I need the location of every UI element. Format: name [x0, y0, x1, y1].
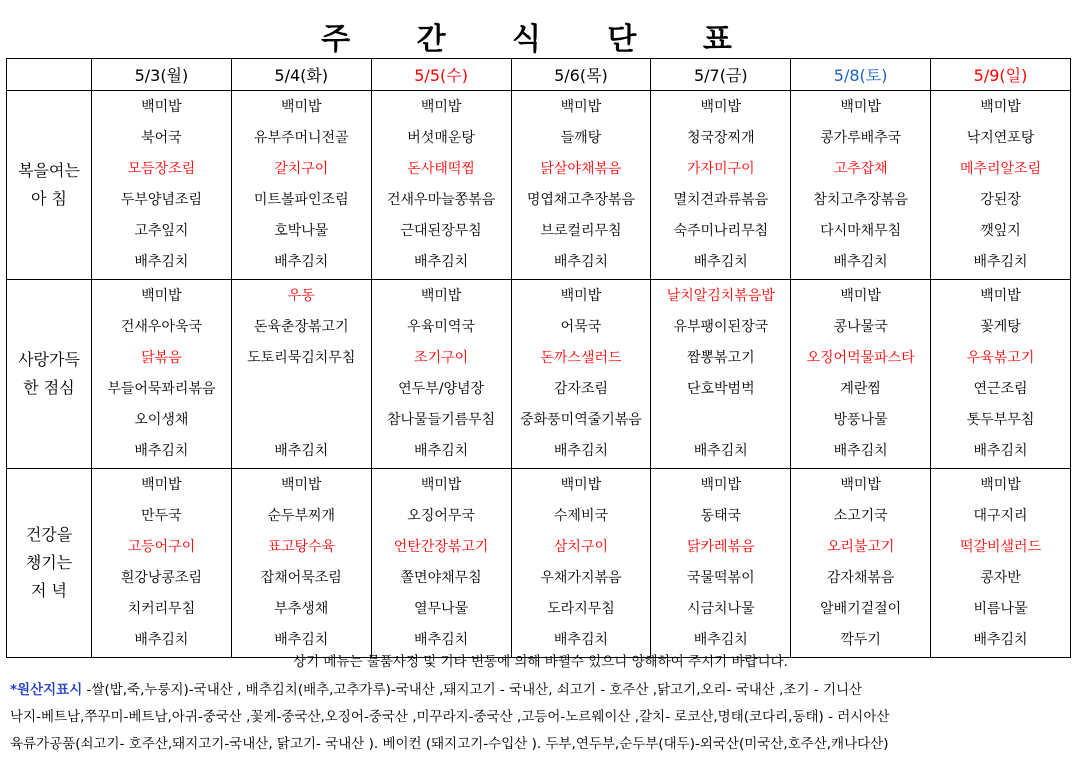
menu-item: 배추김치 — [833, 254, 888, 270]
menu-cell — [371, 280, 511, 469]
menu-item: 언탄간장볶고기 — [393, 539, 489, 555]
menu-item: 백미밥 — [560, 288, 602, 304]
menu-item: 갈치구이 — [274, 161, 329, 177]
menu-item: 배추김치 — [134, 632, 189, 648]
menu-cell — [791, 469, 931, 658]
menu-item: 오이생채 — [134, 412, 189, 428]
menu-item: 도토리묵김치무침 — [247, 350, 356, 366]
menu-item: 두부양념조림 — [120, 192, 202, 208]
origin-label: *원산지표시 — [10, 682, 83, 698]
menu-item: 시금치나물 — [686, 601, 755, 617]
origin-line-1 — [10, 678, 862, 698]
menu-item: 부추생채 — [274, 601, 329, 617]
menu-item: 백미밥 — [560, 99, 602, 115]
menu-cell — [931, 91, 1071, 280]
menu-item: 오리불고기 — [826, 539, 895, 555]
menu-item: 청국장찌개 — [686, 130, 755, 146]
menu-item: 배추김치 — [274, 443, 329, 459]
menu-item: 배추김치 — [134, 443, 189, 459]
menu-item: 도라지무침 — [547, 601, 615, 617]
menu-item: 닭카레볶음 — [686, 539, 755, 555]
menu-item: 방풍나물 — [833, 412, 888, 428]
meal-label — [7, 280, 92, 469]
menu-item: 연두부/양념장 — [398, 381, 485, 397]
menu-item: 배추김치 — [553, 443, 608, 459]
menu-item — [232, 375, 371, 406]
menu-item: 북어국 — [141, 130, 182, 146]
menu-item: 배추김치 — [973, 254, 1028, 270]
origin-line-2: 낙지-베트남,쭈꾸미-베트남,아귀-중국산 ,꽃게-중국산,오징어-중국산 ,미꾸라지-중국산 ,고등어-노르웨이산 ,갈치- 로코산,명태(코다리,동태) - 러시아산 — [10, 709, 890, 725]
menu-item: 메추리알조림 — [959, 161, 1042, 177]
menu-item: 미트볼파인조림 — [253, 192, 349, 208]
menu-item: 치커리무침 — [127, 601, 196, 617]
menu-item: 수제비국 — [553, 508, 608, 524]
menu-item: 백미밥 — [980, 477, 1021, 493]
menu-item: 고추잡채 — [833, 161, 888, 177]
menu-item: 백미밥 — [420, 99, 462, 115]
menu-item: 백미밥 — [840, 477, 881, 493]
page-title: 주 간 식 단 표 — [321, 22, 760, 57]
menu-item: 콩나물국 — [833, 319, 888, 335]
menu-item: 쫄면야채무침 — [400, 570, 482, 586]
menu-item: 백미밥 — [700, 477, 742, 493]
meal-label-line: 저 녁 — [31, 581, 67, 600]
menu-item: 가자미구이 — [686, 161, 755, 177]
menu-item: 흰강낭콩조림 — [120, 570, 202, 586]
menu-item: 유부주머니전골 — [253, 130, 349, 146]
menu-item: 백미밥 — [700, 99, 742, 115]
meal-label-line: 한 점심 — [23, 378, 75, 397]
menu-cell — [511, 280, 651, 469]
menu-item: 알배기겉절이 — [820, 601, 902, 617]
menu-item: 떡갈비샐러드 — [959, 539, 1042, 555]
menu-item: 참나물들기름무침 — [387, 412, 496, 428]
menu-item: 우육미역국 — [407, 319, 475, 335]
menu-cell — [511, 91, 651, 280]
menu-item: 참치고추장볶음 — [813, 192, 908, 208]
menu-item: 들깨탕 — [560, 130, 602, 146]
menu-item: 만두국 — [141, 508, 182, 524]
menu-item: 대구지리 — [973, 508, 1028, 524]
menu-item: 잡채어묵조림 — [260, 570, 342, 586]
day-header-3: 5/5(수) — [371, 59, 511, 91]
menu-item: 순두부찌개 — [267, 508, 336, 524]
meal-label — [7, 469, 92, 658]
corner-cell — [7, 59, 92, 91]
menu-cell — [231, 469, 371, 658]
menu-cell — [931, 469, 1071, 658]
meal-label-line: 건강을 — [25, 525, 73, 544]
menu-item: 백미밥 — [141, 477, 182, 493]
menu-item: 호박나물 — [274, 223, 329, 239]
origin-text-1: -쌀(밥,죽,누룽지)-국내산 , 배추김치(배추,고추가루)-국내산 ,돼지고기 - 국내산, 쇠고기 - 호주산 ,닭고기,오리- 국내산 ,조기 - 기니산 — [82, 682, 863, 698]
weekly-menu-table — [6, 58, 1071, 658]
menu-cell — [651, 91, 791, 280]
menu-item: 돈까스샐러드 — [540, 350, 622, 366]
menu-item: 다시마채무침 — [820, 223, 902, 239]
menu-item: 우동 — [287, 288, 315, 304]
menu-item: 배추김치 — [833, 443, 888, 459]
notice-text: 상기 메뉴는 물품사정 및 기타 변동에 의해 바뀔수 있으니 양해하여 주시기 바랍니다. — [293, 654, 788, 670]
menu-item: 깍두기 — [840, 632, 881, 648]
menu-item: 닭살야채볶음 — [540, 161, 622, 177]
menu-cell — [92, 91, 232, 280]
menu-cell — [231, 91, 371, 280]
menu-cell — [231, 280, 371, 469]
menu-item: 콩자반 — [980, 570, 1021, 586]
menu-item: 어묵국 — [560, 319, 602, 335]
day-header-4: 5/6(목) — [511, 59, 651, 91]
menu-item: 백미밥 — [141, 99, 182, 115]
menu-item: 깻잎지 — [980, 223, 1021, 239]
menu-item: 고등어구이 — [127, 539, 196, 555]
menu-item: 고추잎지 — [134, 223, 189, 239]
menu-item: 우채가지볶음 — [540, 570, 622, 586]
menu-item: 건새우마늘쫑볶음 — [387, 192, 496, 208]
menu-item: 백미밥 — [141, 288, 182, 304]
menu-item: 배추김치 — [553, 632, 608, 648]
menu-item: 백미밥 — [280, 477, 322, 493]
day-header-7: 5/9(일) — [931, 59, 1071, 91]
origin-line-3: 육류가공품(쇠고기- 호주산,돼지고기-국내산, 닭고기- 국내산 ). 베이컨 (돼지고기-수입산 ). 두부,연두부,순두부(대두)-외국산(미국산,호주산,캐나다산) — [10, 736, 889, 752]
meal-label-line: 사랑가득 — [18, 350, 80, 369]
menu-item: 감자채볶음 — [826, 570, 895, 586]
meal-label-line: 복을여는 — [18, 161, 80, 180]
menu-item: 배추김치 — [693, 632, 748, 648]
menu-item: 배추김치 — [973, 632, 1028, 648]
menu-item: 소고기국 — [833, 508, 888, 524]
menu-item: 유부팽이된장국 — [673, 319, 769, 335]
menu-item: 백미밥 — [980, 288, 1021, 304]
menu-item: 백미밥 — [840, 99, 881, 115]
meal-label-line: 아 침 — [31, 189, 67, 208]
meal-row-2 — [7, 280, 1071, 469]
menu-item: 모듬장조림 — [127, 161, 196, 177]
meal-label — [7, 91, 92, 280]
menu-item: 근대된장무침 — [400, 223, 482, 239]
menu-item: 날치알김치볶음밥 — [666, 288, 775, 304]
menu-item: 열무나물 — [414, 601, 469, 617]
menu-item: 콩가루배추국 — [820, 130, 902, 146]
menu-item: 배추김치 — [693, 443, 748, 459]
menu-item — [651, 406, 790, 437]
menu-item: 낙지연포탕 — [966, 130, 1035, 146]
menu-cell — [511, 469, 651, 658]
menu-item: 돈사태떡찜 — [407, 161, 475, 177]
meal-row-3 — [7, 469, 1071, 658]
menu-item: 명엽채고추장볶음 — [526, 192, 636, 208]
menu-item: 백미밥 — [840, 288, 881, 304]
menu-item: 배추김치 — [693, 254, 748, 270]
day-header-5: 5/7(금) — [651, 59, 791, 91]
menu-cell — [931, 280, 1071, 469]
menu-item: 단호박범벅 — [686, 381, 755, 397]
menu-item: 배추김치 — [414, 443, 469, 459]
menu-item: 닭볶음 — [141, 350, 182, 366]
menu-item: 건새우아욱국 — [120, 319, 202, 335]
menu-item: 강된장 — [980, 192, 1021, 208]
menu-cell — [791, 280, 931, 469]
day-header-2: 5/4(화) — [231, 59, 371, 91]
menu-item: 배추김치 — [274, 632, 329, 648]
menu-item: 톳두부무침 — [966, 412, 1035, 428]
menu-item: 배추김치 — [414, 632, 469, 648]
menu-item: 계란찜 — [840, 381, 881, 397]
menu-cell — [791, 91, 931, 280]
menu-item: 백미밥 — [280, 99, 322, 115]
menu-item: 짬뽕볶고기 — [686, 350, 755, 366]
menu-cell — [92, 469, 232, 658]
menu-item: 배추김치 — [134, 254, 189, 270]
menu-cell — [651, 280, 791, 469]
menu-item: 배추김치 — [553, 254, 608, 270]
menu-item: 백미밥 — [420, 477, 462, 493]
menu-item: 삼치구이 — [553, 539, 608, 555]
menu-item: 조기구이 — [414, 350, 469, 366]
menu-item: 돈육춘장볶고기 — [253, 319, 349, 335]
menu-item: 배추김치 — [274, 254, 329, 270]
meal-row-1 — [7, 91, 1071, 280]
menu-item: 국물떡볶이 — [686, 570, 755, 586]
menu-cell — [371, 91, 511, 280]
menu-item: 감자조림 — [553, 381, 608, 397]
menu-item: 배추김치 — [973, 443, 1028, 459]
menu-item: 백미밥 — [980, 99, 1021, 115]
menu-item: 연근조림 — [973, 381, 1028, 397]
menu-item: 꽃게탕 — [980, 319, 1021, 335]
menu-item: 우육볶고기 — [966, 350, 1035, 366]
menu-cell — [651, 469, 791, 658]
menu-item: 오징어먹물파스타 — [806, 350, 915, 366]
menu-cell — [92, 280, 232, 469]
menu-item: 멸치견과류볶음 — [673, 192, 769, 208]
meal-label-line: 챙기는 — [25, 553, 73, 572]
menu-item: 중화풍미역줄기볶음 — [520, 412, 642, 428]
menu-item: 비름나물 — [973, 601, 1028, 617]
menu-item: 동태국 — [700, 508, 742, 524]
menu-item: 표고탕수육 — [267, 539, 336, 555]
menu-item: 백미밥 — [420, 288, 462, 304]
menu-item: 오징어무국 — [407, 508, 475, 524]
day-header-row — [7, 59, 1071, 91]
menu-item: 백미밥 — [560, 477, 602, 493]
menu-item: 브로컬리무침 — [540, 223, 622, 239]
menu-item: 부들어묵꽈리볶음 — [107, 381, 216, 397]
menu-item — [232, 406, 371, 437]
day-header-6: 5/8(토) — [791, 59, 931, 91]
menu-item: 버섯매운탕 — [407, 130, 475, 146]
day-header-1: 5/3(월) — [92, 59, 232, 91]
menu-cell — [371, 469, 511, 658]
menu-item: 배추김치 — [414, 254, 469, 270]
menu-item: 숙주미나리무침 — [673, 223, 769, 239]
